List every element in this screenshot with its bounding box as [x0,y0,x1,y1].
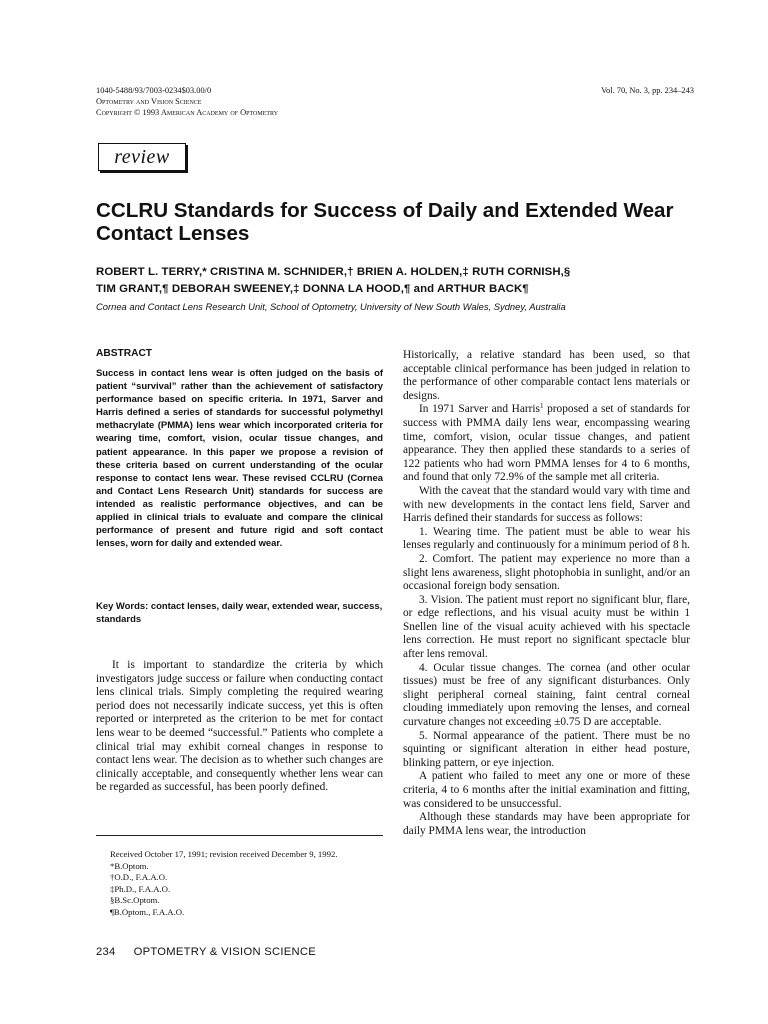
section-label: review [114,145,170,168]
article-title: CCLRU Standards for Success of Daily and Extended Wear Contact Lenses [96,199,674,245]
footer-journal-name: OPTOMETRY & VISION SCIENCE [133,946,317,958]
criterion-vision: 3. Vision. The patient must report no significant blur, flare, or edge reflections, and his visual acuity must be within 1 Snellen line of the visual acuity achieved with his spectacle lens correction. He must report no significant spectacle blur after lens removal. [403,593,690,661]
authors-line-2: TIM GRANT,¶ DEBORAH SWEENEY,‡ DONNA LA HOOD,¶ and ARTHUR BACK¶ [96,283,529,295]
footnote-item: §B.Sc.Optom. [110,895,160,905]
abstract-text: Success in contact lens wear is often judged on the basis of patient “survival” rather than the achievement of satisfactory performance based on specific criteria. In 1971, Sarver and Harris defined a series of standards for successful polymethyl methacrylate (PMMA) lens wear which incorporated criteria for wearing time, comfort, vision, ocular tissue changes, and patient appearance. In this paper we propose a revision of these criteria based on current understanding of the ocular response to contact lens wear. These revised CCLRU (Cornea and Contact Lens Research Unit) standards for success are intended as realistic performance objectives, and can be applied in clinical trials to evaluate and compare the clinical performance of present and future rigid and soft contact lenses, worn for daily and extended wear. [96,368,383,550]
section-label-box [98,143,186,171]
paragraph: With the caveat that the standard would vary with time and with new developments in the contact lens field, Sarver and Harris defined their standards for success as follows: [403,484,690,525]
footnote-item: *B.Optom. [110,860,149,871]
footnotes [96,849,383,918]
footnote-item: ‡Ph.D., F.A.A.O. [110,883,171,894]
abstract-heading: ABSTRACT [96,348,153,359]
journal-header [96,86,456,118]
footnote-item: ¶B.Optom., F.A.A.O. [110,906,185,917]
page-number: 234 [96,946,116,958]
keywords: Key Words: contact lenses, daily wear, extended wear, success, standards [96,601,383,626]
author-list [96,264,696,298]
criterion-appearance: 5. Normal appearance of the patient. There must be no squinting or significant alteration in either head posture, blinking pattern, or eye injection. [403,729,690,769]
issn-code: 1040-5488/93/7003-0234$03.00/0 [96,86,212,95]
footnote-item: †O.D., F.A.A.O. [110,872,168,882]
criterion-wearing-time: 1. Wearing time. The patient must be able to wear his lenses regularly and continuously for a minimum period of 8 h. [403,525,691,552]
received-dates: Received October 17, 1991; revision received December 9, 1992. [110,849,338,859]
body-text-left [96,659,383,795]
paragraph: In 1971 Sarver and Harris$^1$ proposed a set of standards for success with PMMA daily lens wear, encompassing wearing time, comfort, vision, ocular tissue changes, and patient appearance. They then applied these standards to a series of 122 patients who had worn PMMA lenses for 4 to 6 months, and found that only 72.9% of the sample met all criteria. [403,402,690,484]
intro-paragraph: It is important to standardize the criteria by which investigators judge success or failure when conducting contact lens clinical trials. Simply completing the required wearing period does not necessarily indicate success, yet this is often reported or interpreted as the criterion to be met for contact lens wear to be deemed “successful.” Patients who complete a clinical trial may exhibit corneal changes in response to contact lens wear. The decision as to whether such changes are clinically acceptable, and consequently whether lens wear can be regarded as successful, has been poorly defined. [96,659,383,794]
citation-ref: 1 [539,402,544,411]
page-footer [96,946,316,958]
affiliation: Cornea and Contact Lens Research Unit, School of Optometry, University of New South Wales, Sydney, Australia [96,301,566,312]
paragraph: Although these standards may have been appropriate for daily PMMA lens wear, the introduction [403,811,690,837]
paragraph: A patient who failed to meet any one or more of these criteria, 4 to 6 months after the initial examination and fitting, was considered to be unsuccessful. [403,770,690,810]
journal-name: Optometry and Vision Science [96,96,202,106]
footnote-divider [96,835,383,836]
paragraph: Historically, a relative standard has been used, so that acceptable clinical performance has been judged in relation to the performance of other comparable contact lens materials or designs. [403,349,690,402]
volume-info: Vol. 70, No. 3, pp. 234–243 [601,86,694,95]
criterion-comfort: 2. Comfort. The patient may experience no more than a slight lens awareness, slight photophobia in sunlight, and/or an occasional foreign body sensation. [403,552,690,593]
criterion-ocular-tissue: 4. Ocular tissue changes. The cornea (and other ocular tissues) must be free of any significant disturbances. Only slight peripheral corneal staining, faint central corneal clouding immediately upon removing the lenses, and corneal curvature changes not exceeding ±0.75 D are acceptable. [403,661,690,729]
body-text-right [403,349,690,838]
copyright-line: Copyright © 1993 American Academy of Optometry [96,107,279,117]
authors-line-1: ROBERT L. TERRY,* CRISTINA M. SCHNIDER,† BRIEN A. HOLDEN,‡ RUTH CORNISH,§ [96,266,571,278]
